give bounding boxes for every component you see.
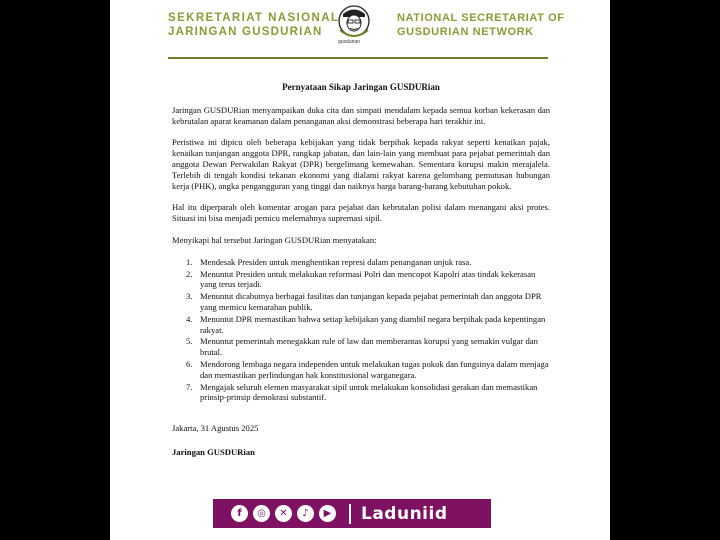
list-item-text: Menuntut DPR memastikan bahwa setiap kebijakan yang diambil negara berpihak pada kepentingan rakyat. [200,313,546,335]
paragraph-causes: Peristiwa ini dipicu oleh beberapa kebijakan yang tidak berpihak kepada rakyat seperti kenaikan pajak, kenaikan tunjangan anggota DPR, rangkap jabatan, dan lain-lain yang membuat para pejabat pemerintah dan anggota Dewan Perwakilan Rakyat (DPR) bergelimang kemewahan. Sementara korupsi makin merajalela. Terlebih di tengah kondisi tekanan ekonomi yang dialami rakyat karena gelombang pemutusan hubungan kerja (PHK), angka pengangguran yang tinggi dan naiknya harga barang-barang kebutuhan pokok. [172,137,550,191]
list-item-number: 2. [186,268,193,279]
document-title: Pernyataan Sikap Jaringan GUSDURian [282,82,440,92]
tiktok-icon[interactable]: ♪ [297,505,314,522]
list-item-text: Menuntut dicabutnya berbagai fasilitas dan tunjangan kepada pejabat pemerintah dan anggota DPR yang memicu kemarahan publik. [200,291,542,312]
list-item [186,269,550,291]
logo-caption: gusdurian [338,39,360,45]
letterhead-right-line1: NATIONAL SECRETARIAT OF [397,12,565,24]
instagram-icon[interactable]: ◎ [253,505,270,522]
list-item-number: 1. [186,256,193,267]
list-item-text: Menuntut Presiden untuk melakukan reformasi Polri dan mencopot Kapolri atas tindak kekerasan yang terus terjadi. [200,268,536,290]
letterhead-left [168,11,339,39]
document-page [110,0,610,540]
youtube-icon[interactable]: ▶ [319,505,336,522]
place-date: Jakarta, 31 Agustus 2025 [172,423,259,434]
list-item [186,291,550,313]
document-body [172,82,550,458]
list-item-text: Menuntut pemerintah menegakkan rule of law dan memberantas korupsi yang semakin vulgar dan brutal. [200,336,538,358]
letterhead-right [397,11,565,39]
list-item-number: 5. [186,336,193,347]
letterhead-right-line2: GUSDURIAN NETWORK [397,26,534,38]
list-item-number: 3. [186,291,193,302]
list-item-number: 6. [186,358,193,369]
list-item-number: 7. [186,381,193,392]
brand-name: Laduniid [361,503,448,524]
letterhead-rule [168,57,548,59]
list-item-text: Mengajak seluruh elemen masyarakat sipil untuk melakukan konsolidasi gerakan dan memastikan prinsip-prinsip demokrasi substantif. [200,381,538,403]
list-item-text: Mendorong lembaga negara independen untuk melakukan tugas pokok dan fungsinya dalam menjaga dan memastikan perlindungan hak konstitusional warganegara. [200,358,549,380]
letterhead-left-line2: JARINGAN GUSDURIAN [168,26,323,38]
list-item [186,314,550,336]
paragraph-intro-statements: Menyikapi hal tersebut Jaringan GUSDURian menyatakan: [172,234,377,245]
social-banner [213,499,491,528]
list-item [186,382,550,404]
facebook-icon[interactable]: f [231,505,248,522]
statement-list [186,257,550,403]
paragraph-aggravation: Hal itu diperparah oleh komentar arogan para pejabat dan kebrutalan polisi dalam menangani aksi protes. Situasi ini bisa menjadi pemicu melemahnya supremasi sipil. [172,202,550,224]
list-item [186,336,550,358]
list-item [186,359,550,381]
banner-divider [349,504,351,524]
letterhead [110,0,610,62]
list-item [186,257,550,268]
letterhead-left-line1: SEKRETARIAT NASIONAL [168,12,340,24]
list-item-text: Mendesak Presiden untuk menghentikan represi dalam penanganan unjuk rasa. [200,256,472,267]
signatory: Jaringan GUSDURian [172,446,255,457]
x-icon[interactable]: ✕ [275,505,292,522]
paragraph-condolence: Jaringan GUSDURian menyampaikan duka cita dan simpati mendalam kepada semua korban kekerasan dan kebrutalan aparat keamanan dalam penanganan aksi demonstrasi beberapa hari terakhir ini. [172,104,550,126]
list-item-number: 4. [186,313,193,324]
